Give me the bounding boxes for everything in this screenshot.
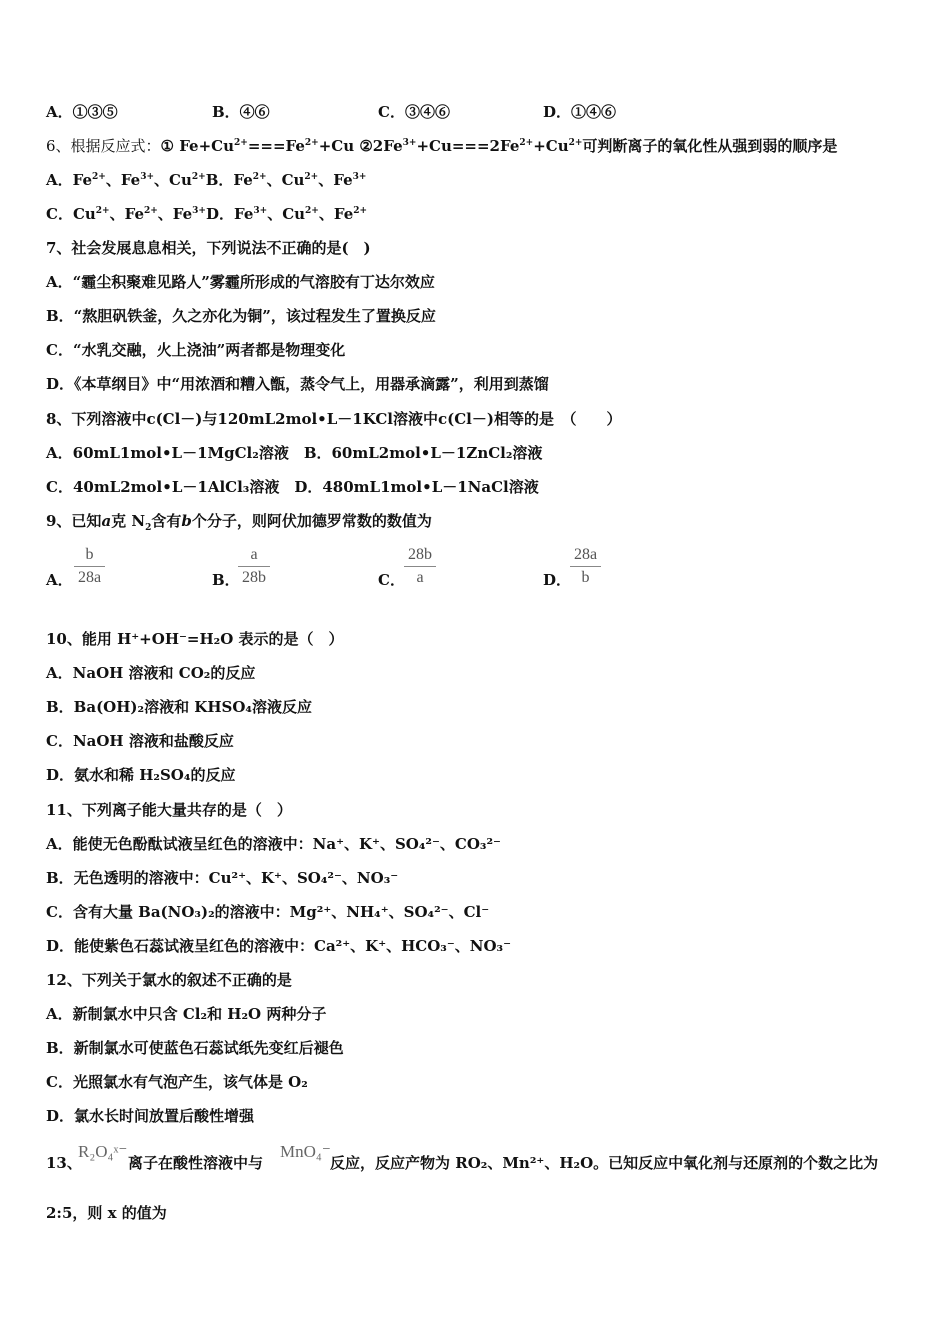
- q5-option-a: A．①③⑤: [46, 103, 118, 121]
- q13-ion-mno4: MnO₄⁻: [280, 1142, 331, 1161]
- q6-a-3: 、Cu: [154, 171, 192, 189]
- q9-label-a: A．: [46, 571, 73, 589]
- q6-c-1: C．Cu: [46, 205, 96, 223]
- q9-label-d: D．: [543, 571, 572, 589]
- q6-a-sup2: 3+: [140, 172, 155, 182]
- q6-r2-sup1: 3+: [402, 138, 417, 148]
- q11-option-d: D．能使紫色石蕊试液呈红色的溶液中：Ca²⁺、K⁺、HCO₃⁻、NO₃⁻: [46, 937, 512, 955]
- q12-option-c: C．光照氯水有气泡产生，该气体是 O₂: [46, 1073, 308, 1091]
- q6-c-sup2: 2+: [143, 206, 158, 216]
- q9-fraction-d: [570, 544, 601, 589]
- q8-options-ab: A．60mL1mol•L－1MgCl₂溶液 B．60mL2mol•L－1ZnCl₂溶液: [46, 444, 543, 462]
- q9-fraction-a-den: 28a: [78, 569, 102, 586]
- q13-line2: 2:5，则 x 的值为: [46, 1204, 167, 1222]
- q6-a-sup1: 2+: [92, 172, 106, 182]
- q5-option-c: C．③④⑥: [378, 103, 450, 121]
- q9-label-b: B．: [212, 571, 240, 589]
- q9-var-b: b: [181, 512, 192, 530]
- q6-b-sup2: 2+: [304, 172, 319, 182]
- q9-stem-3: 含有: [151, 512, 182, 530]
- q6-c-sup1: 2+: [95, 206, 110, 216]
- q5-option-b: B．④⑥: [212, 103, 270, 121]
- q9-var-a: a: [101, 512, 112, 530]
- q12-stem: 12、下列关于氯水的叙述不正确的是: [46, 971, 292, 989]
- q6-r1-end: +Cu: [318, 137, 360, 155]
- q6-b-1: B．Fe: [205, 171, 253, 189]
- q7-stem: 7、社会发展息息相关，下列说法不正确的是( ): [46, 239, 371, 257]
- q12-option-b: B．新制氯水可使蓝色石蕊试纸先变红后褪色: [46, 1039, 344, 1057]
- q7-option-c: C．“水乳交融，火上浇油”两者都是物理变化: [46, 341, 346, 359]
- q11-option-a: A．能使无色酚酞试液呈红色的溶液中：Na⁺、K⁺、SO₄²⁻、CO₃²⁻: [46, 835, 501, 853]
- q6-r1-sup1: 2+: [234, 138, 248, 148]
- q13-text-mid: 离子在酸性溶液中与: [128, 1154, 264, 1172]
- q9-fraction-a: [74, 544, 105, 589]
- q6-r2: ②2Fe: [359, 137, 403, 155]
- q10-option-b: B．Ba(OH)₂溶液和 KHSO₄溶液反应: [46, 698, 312, 716]
- q10-option-a: A．NaOH 溶液和 CO₂的反应: [46, 664, 256, 682]
- q12-option-d: D．氯水长时间放置后酸性增强: [46, 1107, 255, 1125]
- q6-r2-mid: +Cu===2Fe: [416, 137, 520, 155]
- q6-options-cd: [46, 204, 367, 224]
- q11-option-c: C．含有大量 Ba(NO₃)₂的溶液中：Mg²⁺、NH₄⁺、SO₄²⁻、Cl⁻: [46, 903, 490, 921]
- q10-stem: 10、能用 H⁺+OH⁻=H₂O 表示的是（ ）: [46, 630, 344, 648]
- q9-fraction-b-num: a: [238, 544, 270, 567]
- q6-b-sup1: 2+: [252, 172, 267, 182]
- q6-r1-mid: ===Fe: [247, 137, 305, 155]
- q6-b-sup3: 3+: [352, 172, 367, 182]
- q6-a-2: 、Fe: [105, 171, 141, 189]
- q9-fraction-c-num: 28b: [404, 544, 436, 567]
- q6-c-2: 、Fe: [109, 205, 144, 223]
- q11-option-b: B．无色透明的溶液中：Cu²⁺、K⁺、SO₄²⁻、NO₃⁻: [46, 869, 399, 887]
- q6-b-3: 、Fe: [318, 171, 353, 189]
- q10-option-c: C．NaOH 溶液和盐酸反应: [46, 732, 234, 750]
- q6-prefix: 6、根据反应式：: [46, 137, 161, 155]
- q9-fraction-d-den: b: [581, 569, 590, 586]
- q6-r2-sup3: 2+: [568, 138, 583, 148]
- q9-stem-4: 个分子，则阿伏加德罗常数的数值为: [191, 512, 432, 530]
- q6-d-3: 、Fe: [318, 205, 354, 223]
- q6-r1-sup2: 2+: [304, 138, 319, 148]
- q6-r2-mid2: +Cu: [533, 137, 569, 155]
- q9-fraction-c-den: a: [416, 569, 424, 586]
- q9-fraction-d-num: 28a: [570, 544, 601, 567]
- q13-number: 13、: [46, 1154, 82, 1172]
- q9-stem-2: 克 N: [111, 512, 146, 530]
- q9-n-sub: 2: [145, 523, 152, 533]
- q6-r2-sup2: 2+: [519, 138, 534, 148]
- q6-suffix: 可判断离子的氧化性从强到弱的顺序是: [582, 137, 838, 155]
- q9-fraction-c: [404, 544, 436, 589]
- q9-label-c: C．: [378, 571, 405, 589]
- q7-option-b: B．“熬胆矾铁釜，久之亦化为铜”，该过程发生了置换反应: [46, 307, 436, 325]
- q6-a-sup3: 2+: [191, 172, 206, 182]
- q9-fraction-a-num: b: [74, 544, 105, 567]
- q6-c-sup3: 3+: [192, 206, 206, 216]
- q6-b-2: 、Cu: [266, 171, 305, 189]
- q13-ion-r2o4: R₂O₄ˣ⁻: [78, 1142, 128, 1161]
- q13-text-rest: 反应，反应产物为 RO₂、Mn²⁺、H₂O。已知反应中氧化剂与还原剂的个数之比为: [330, 1154, 879, 1172]
- q6-stem: [46, 136, 837, 156]
- q6-d-sup2: 2+: [305, 206, 319, 216]
- q10-option-d: D．氨水和稀 H₂SO₄的反应: [46, 766, 236, 784]
- q6-d-sup1: 3+: [253, 206, 268, 216]
- q6-options-ab: [46, 170, 366, 190]
- q6-a-1: A．Fe: [46, 171, 93, 189]
- q7-option-d: D．《本草纲目》中“用浓酒和糟入甑，蒸令气上，用器承滴露”，利用到蒸馏: [46, 375, 549, 393]
- q6-d-2: 、Cu: [267, 205, 306, 223]
- q7-option-a: A．“霾尘积聚难见路人”雾霾所形成的气溶胶有丁达尔效应: [46, 273, 435, 291]
- q9-stem: [46, 511, 432, 531]
- q8-stem: 8、下列溶液中c(Cl－)与120mL2mol•L－1KCl溶液中c(Cl－)相等的是 （ ）: [46, 410, 622, 428]
- q6-r1: ① Fe+Cu: [160, 137, 235, 155]
- q6-c-3: 、Fe: [157, 205, 193, 223]
- q5-option-d: D．①④⑥: [543, 103, 617, 121]
- q9-stem-1: 9、已知: [46, 512, 102, 530]
- q6-d-sup3: 2+: [353, 206, 368, 216]
- q9-fraction-b-den: 28b: [242, 569, 266, 586]
- q6-d-1: D．Fe: [205, 205, 254, 223]
- q11-stem: 11、下列离子能大量共存的是（ ）: [46, 801, 292, 819]
- q9-fraction-b: [238, 544, 270, 589]
- q8-options-cd: C．40mL2mol•L－1AlCl₃溶液 D．480mL1mol•L－1NaCl溶液: [46, 478, 539, 496]
- q12-option-a: A．新制氯水中只含 Cl₂和 H₂O 两种分子: [46, 1005, 327, 1023]
